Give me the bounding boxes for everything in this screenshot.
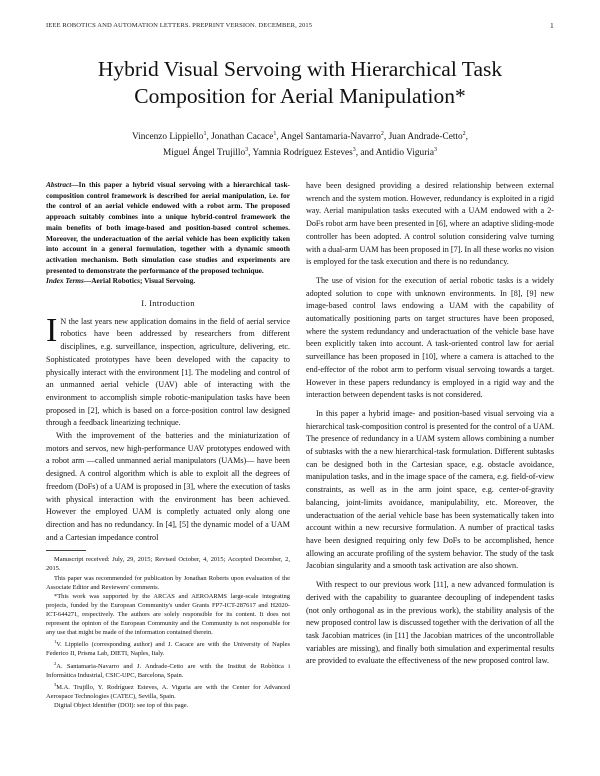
author: Yamnia Rodríguez Esteves$^3$ [252, 147, 356, 159]
footnote-affiliation-3: $^3$M.A. Trujillo, Y. Rodríguez Esteves, A. Viguria are with the Center for Advanced Aerospace Technologies (CATEC), Sevilla, Spain. [46, 681, 290, 701]
page-number: 1 [550, 21, 554, 30]
footnote-affiliation-2: $^2$A. Santamaria-Navarro and J. Andrade-Cetto are with the Institut de Robòtica i Informàtica Industrial, CSIC-UPC, Barcelona, Spain. [46, 660, 290, 679]
abstract-text: In this paper a hybrid visual servoing with a hierarchical task-composition control framework is described for aerial manipulation, i.e. for the control of an aerial vehicle endowed with a robot arm. The proposed approach suitably combines into a unique hybrid-control framework the main benefits of both image-based and position-based control schemes. Moreover, the underactuation of the aerial vehicle has been explicitly taken into account in a general formulation, together with a dynamic smooth activation mechanism. Both simulation case studies and experiments are presented to demonstrate the performance of the proposed technique. [46, 180, 290, 275]
footnote-funding: *This work was supported by the ARCAS and AEROARMS large-scale integrating projects, funded by the European Community's under Grants FP7-ICT-287617 and H2020-ICT-644271, respectively. The authors are solely responsible for its content. It does not represent the opinion of the European Community and the Community is not responsible for any use that might be made of the information contained therein. [46, 592, 290, 637]
footnote-rule [46, 550, 86, 551]
author: Miguel Ángel Trujillo$^3$ [162, 147, 249, 159]
abstract-label: Abstract— [46, 180, 79, 189]
footnote-received: Manuscript received: July, 29, 2015; Revised October, 4, 2015; Accepted December, 2, 2015. [46, 556, 290, 573]
running-header: IEEE ROBOTICS AND AUTOMATION LETTERS. PREPRINT VERSION. DECEMBER, 2015 [46, 22, 313, 29]
title-line-2: Composition for Aerial Manipulation* [134, 84, 466, 108]
author: Jonathan Cacace$^1$ [211, 131, 277, 143]
section-heading: I. Introduction [141, 298, 195, 309]
paper-title [40, 56, 560, 110]
abstract [46, 180, 290, 276]
intro-paragraph-1: I N the last years new application domains in the field of aerial service robotics have been addressed by researchers from different disciplines, e.g. surveillance, inspection, agriculture, delivering, etc. Sophisticated prototypes have been developed with the capacity to physically interact with the environment [1]. The modeling and control of an unmanned aerial vehicle (UAV) able of interacting with the environment to accomplish simple robotic-manipulation tasks have been proposed in [2], which is based on a force-position control law designed through a feedback linearizing technique. [46, 311, 290, 428]
right-paragraph-4: With respect to our previous work [11], a new advanced formulation is derived with the capability to guarantee decoupling of independent tasks (not only orthogonal as in the previous work), the stability analysis of the new proposed control law is discussed together with the derivation of all the task Jacobian matrices (in [11] the Jacobian matrices of the uncontrollable variables are missing), and finally both simulation and experimental results are provided to evaluate the effectiveness of the new proposed control law. [306, 580, 554, 666]
right-paragraph-2: The use of vision for the execution of aerial robotic tasks is a widely adopted solution to cope with unknown environments. In [8], [9] new image-based control laws endowing a UAM with the capability of automatically positioning parts on target structures have been proposed, where the system redundancy and underactuation of the vehicle base have been explicitly taken into account. A task-oriented control law for aerial surveillance has been proposed in [10], where a camera is attached to the end-effector of the robot arm to perform visual servoing towards a target. However in these papers redundancy is employed in a rigid way and the interaction between dependent tasks is not considered. [306, 275, 554, 400]
author: Juan Andrade-Cetto$^2$ [388, 131, 466, 143]
right-paragraph-1: have been designed providing a desired relationship between external wrench and the system motion. However, redundancy is exploited in a rigid way. Aerial manipulation tasks executed with a UAM endowed with a 2-DoFs robot arm have been presented in [6], where an adaptive sliding-mode controller has been adopted. A control solution considering valve turning with a dual-arm UAM has been proposed in [7]. In all these works no vision is employed for the task execution and there is no redundancy. [306, 181, 554, 267]
drop-cap: I [46, 311, 58, 349]
index-terms [46, 276, 290, 287]
left-column [46, 180, 290, 710]
title-line-1: Hybrid Visual Servoing with Hierarchical Task [97, 57, 503, 81]
author: Antidio Viguria$^3$ [375, 147, 438, 159]
intro-paragraph-2: With the improvement of the batteries and the miniaturization of motors and servos, new high-performance UAV prototypes endowed with a robot arm —called unmanned aerial manipulators (UAMs)— have been designed. A control algorithm which is able to exploit all the degrees of freedom (DoFs) of a UAM is proposed in [3], where the execution of tasks with physical interaction with the environment has been achieved. However the employed UAM is completly actuated only along one direction and has no redundancy. In [4], [5] the dynamic model of a UAM and a Cartesian impedance control [46, 431, 290, 542]
footnote-affiliation-1: $^1$V. Lippiello (corresponding author) and J. Cacace are with the University of Naples Federico II, Prisma Lab, DIETI, Naples, Italy. [46, 639, 290, 658]
author: Angel Santamaria-Navarro$^2$ [280, 131, 384, 143]
footnote-doi: Digital Object Identifier (DOI): see top of this page. [54, 702, 189, 710]
author-list: Vincenzo Lippiello$^1$, Jonathan Cacace$^1$, Angel Santamaria-Navarro$^2$, Juan Andrade-Cetto$^2$, Miguel Ángel Trujillo$^3$, Yamnia Rodríguez Esteves$^3$, and Antidio Viguria$^3$ [131, 131, 468, 159]
right-paragraph-3: In this paper a hybrid image- and position-based visual servoing via a hierarchical task-composition control is presented for the control of a UAM. The presence of redundancy in a UAM system allows combining a number of subtasks with the a new hierarchical-task formulation. Different subtasks can be designed both in the Cartesian space, e.g. obstacle avoidance, manipulation tasks, and in the image space of the camera, e.g. field-of-view constraints, as well as in the arm joint space, e.g. center-of-gravity balancing, joint-limits avoidance, manipulability, etc. Moreover, the underactuation of the aerial vehicle base has been systematically taken into account within a new recursive formulation. A number of practical tasks have been designed requiring only few DoFs to be accomplished, hence allowing an accurate profiling of the system behavior. The study of the task Jacobian singularity and a smooth task activation are also shown. [306, 408, 554, 571]
right-column [306, 180, 554, 668]
index-terms-text: Aerial Robotics; Visual Servoing. [91, 276, 196, 286]
footnote-recommended: This paper was recommended for publication by Jonathan Roberts upon evaluation of the Associate Editor and Reviewers' comments. [46, 574, 290, 591]
index-terms-label: Index Terms— [46, 276, 92, 286]
author: Vincenzo Lippiello$^1$ [131, 131, 207, 143]
